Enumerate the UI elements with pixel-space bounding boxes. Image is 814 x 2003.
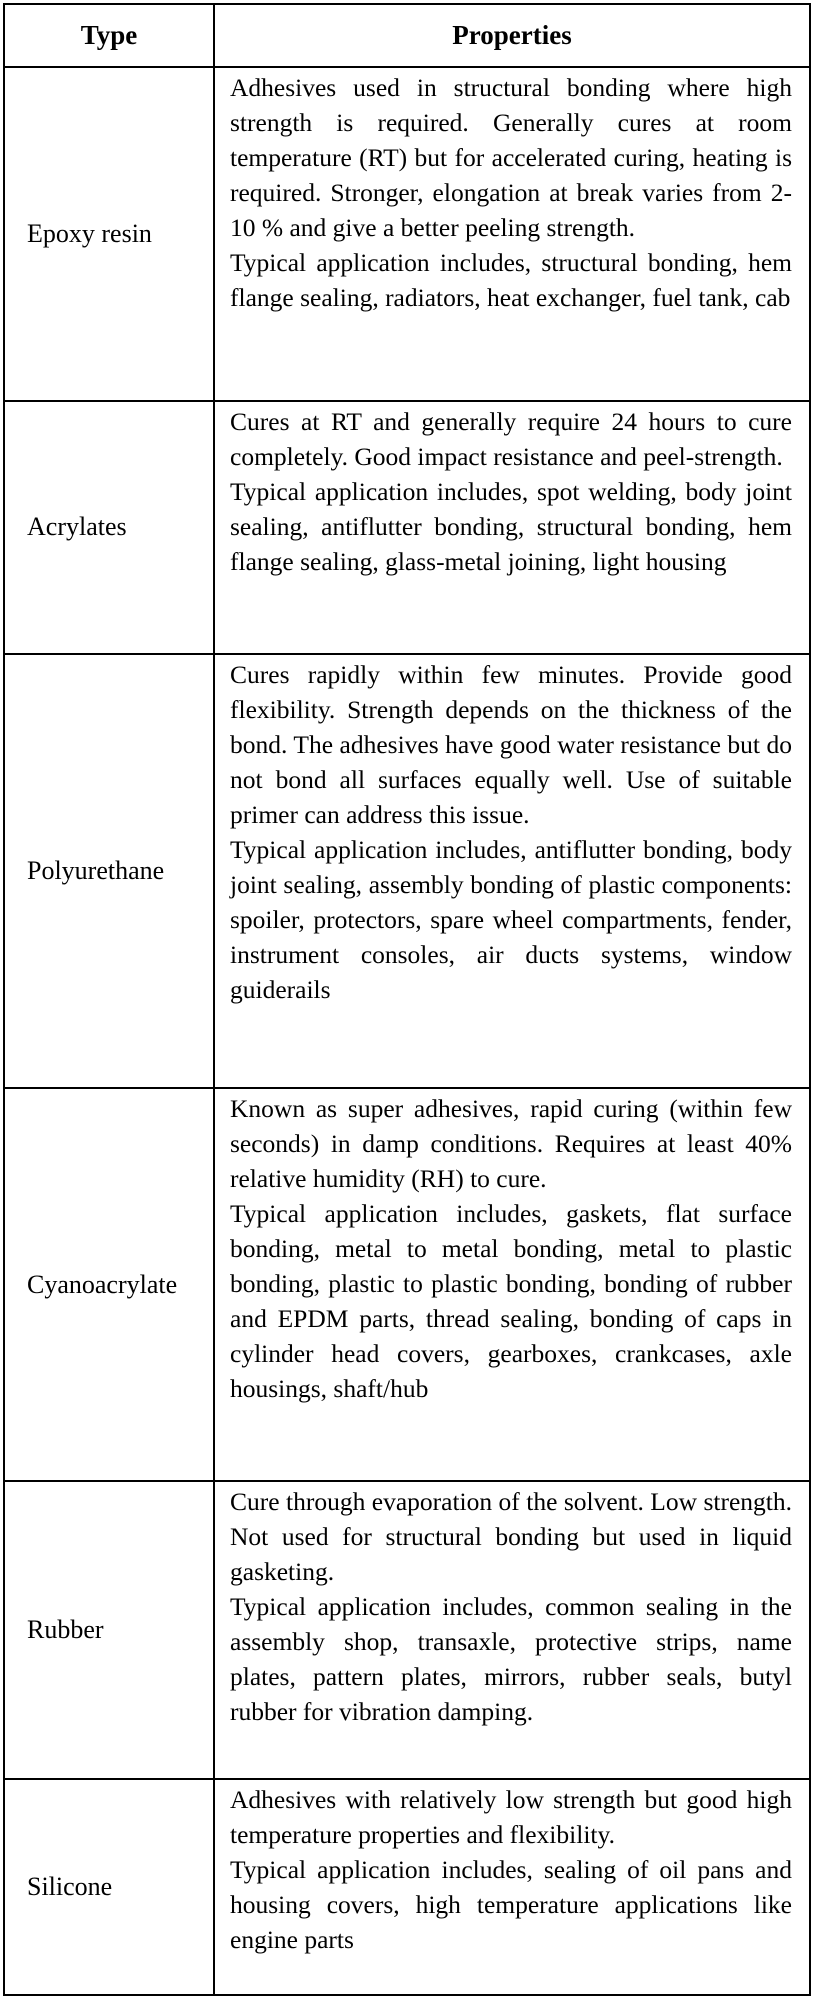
table-row: [4, 67, 810, 401]
typical-application: Typical application includes, gaskets, flat surface bonding, metal to metal bonding, metal to plastic bonding, plastic to plastic bonding, bonding of rubber and EPDM parts, thread sealing, bonding of caps in cylinder head covers, gearboxes, crankcases, axle housings, shaft/hub: [230, 1199, 792, 1404]
properties-cell: [214, 401, 810, 654]
typical-application: Typical application includes, sealing of oil pans and housing covers, high temperature applications like engine parts: [230, 1854, 792, 1954]
properties-cell: [214, 1481, 810, 1779]
table-row: [4, 1481, 810, 1779]
properties-cell: [214, 67, 810, 401]
property-description: Known as super adhesives, rapid curing (within few seconds) in damp conditions. Requires at least 40% relative humidity (RH) to cure.: [230, 1094, 792, 1194]
properties-column-header: Properties: [214, 4, 810, 67]
table-row: [4, 1088, 810, 1480]
typical-application: Typical application includes, common sealing in the assembly shop, transaxle, protective strips, name plates, pattern plates, mirrors, rubber seals, butyl rubber for vibration damping.: [230, 1591, 792, 1726]
table-row: [4, 1779, 810, 1995]
property-description: Cures at RT and generally require 24 hours to cure completely. Good impact resistance and peel-strength.: [230, 407, 792, 472]
property-description: Adhesives with relatively low strength but good high temperature properties and flexibility.: [230, 1784, 792, 1849]
property-description: Cures rapidly within few minutes. Provide good flexibility. Strength depends on the thickness of the bond. The adhesives have good water resistance but do not bond all surfaces equally well. Use of suitable primer can address this issue.: [230, 659, 792, 829]
adhesive-properties-table: [3, 3, 811, 1996]
typical-application: Typical application includes, antiflutter bonding, body joint sealing, assembly bonding of plastic components: spoiler, protectors, spare wheel compartments, fender, instrument consoles, air ducts systems, window guiderails: [230, 834, 792, 1004]
table-row: [4, 654, 810, 1089]
property-description: Adhesives used in structural bonding where high strength is required. Generally cures at room temperature (RT) but for accelerated curing, heating is required. Stronger, elongation at break varies from 2-10 % and give a better peeling strength.: [230, 73, 792, 242]
typical-application: Typical application includes, structural bonding, hem flange sealing, radiators, heat exchanger, fuel tank, cab: [230, 248, 792, 312]
properties-cell: [214, 1779, 810, 1995]
table-row: [4, 401, 810, 654]
type-cell: Epoxy resin: [4, 67, 214, 401]
properties-cell: [214, 1088, 810, 1480]
property-description: Cure through evaporation of the solvent. Low strength. Not used for structural bonding but used in liquid gasketing.: [230, 1486, 792, 1586]
type-cell: Rubber: [4, 1481, 214, 1779]
type-cell: Cyanoacrylate: [4, 1088, 214, 1480]
typical-application: Typical application includes, spot welding, body joint sealing, antiflutter bonding, structural bonding, hem flange sealing, glass-metal joining, light housing: [230, 477, 792, 577]
properties-cell: [214, 654, 810, 1089]
type-cell: Silicone: [4, 1779, 214, 1995]
type-column-header: Type: [4, 4, 214, 67]
header-row: [4, 4, 810, 67]
type-cell: Acrylates: [4, 401, 214, 654]
type-cell: Polyurethane: [4, 654, 214, 1089]
